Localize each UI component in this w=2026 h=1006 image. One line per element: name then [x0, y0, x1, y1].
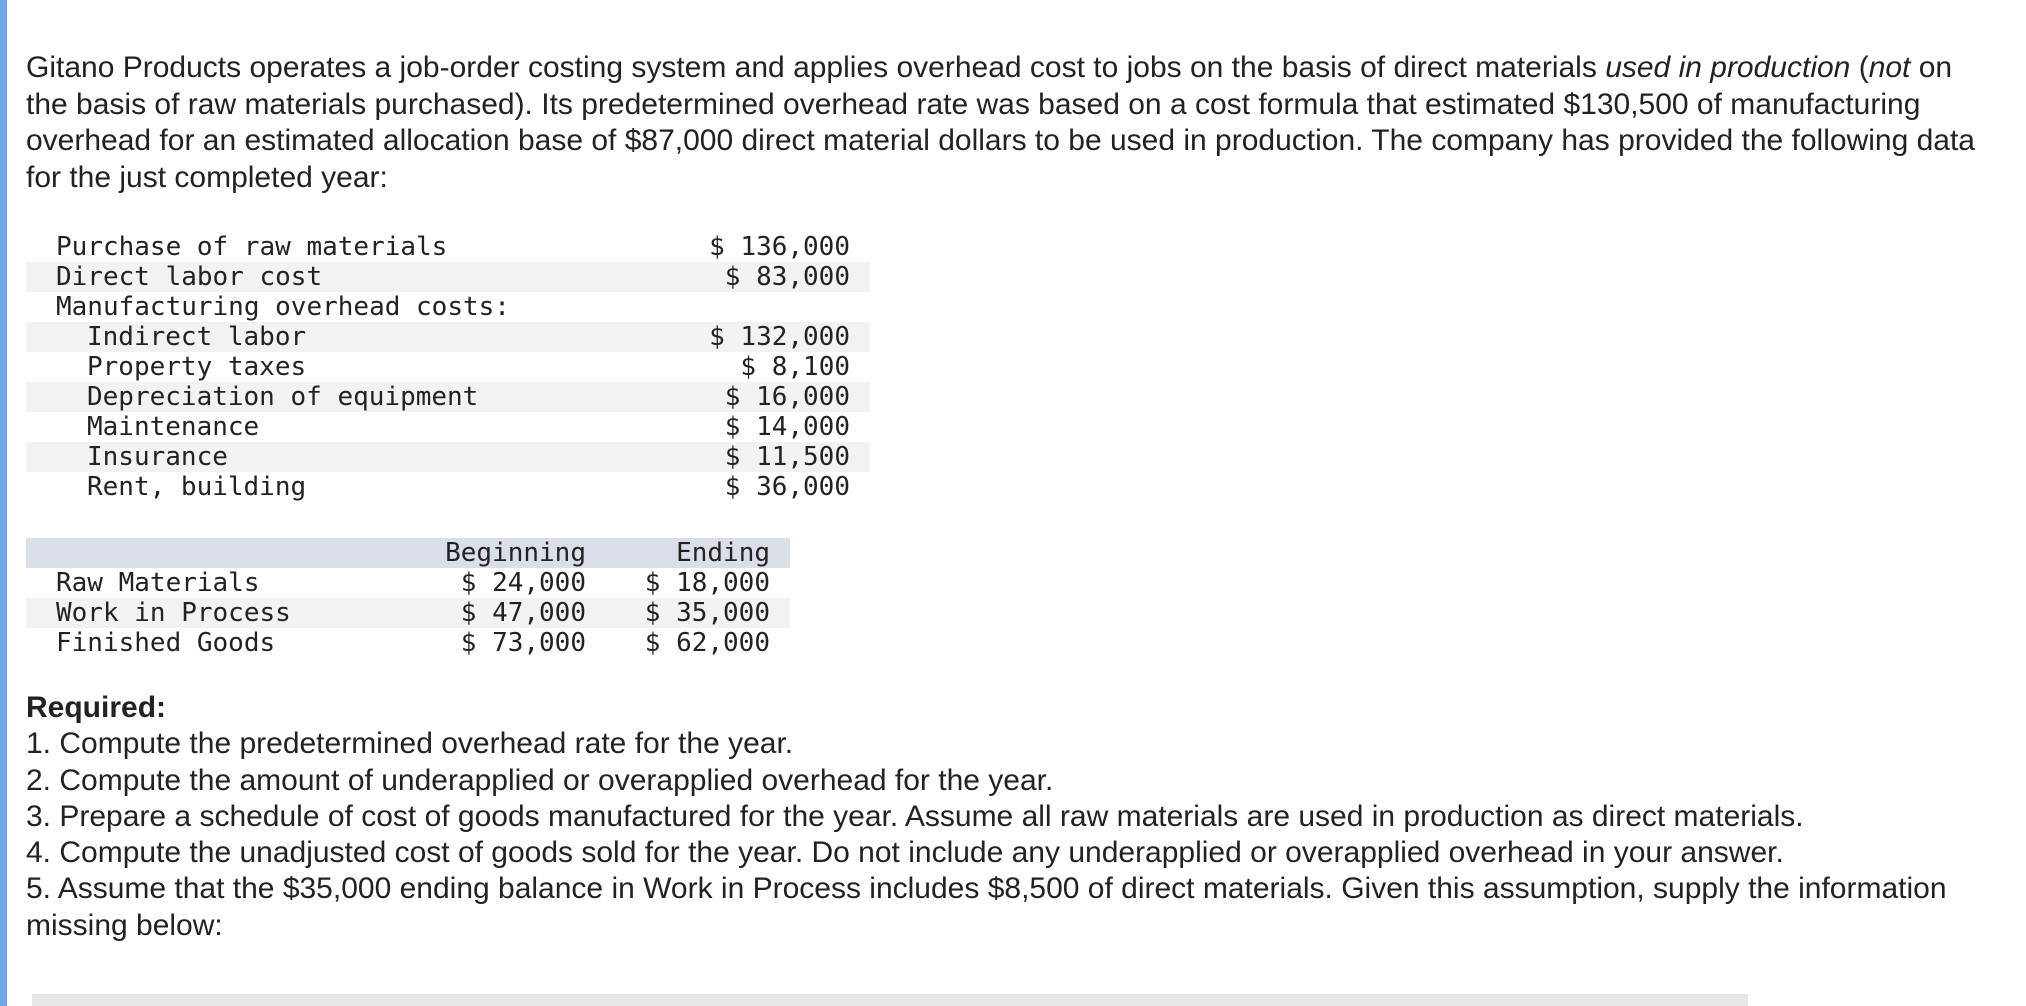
- table-row: [26, 352, 870, 382]
- row-label: Finished Goods: [56, 628, 276, 658]
- table-row: [26, 568, 790, 598]
- row-value: $ 36,000: [724, 472, 850, 502]
- beginning-value: $ 47,000: [426, 598, 606, 628]
- row-value: $ 136,000: [709, 232, 850, 262]
- required-section: [26, 690, 1986, 944]
- row-value: $ 11,500: [659, 442, 870, 472]
- beginning-value: $ 73,000: [460, 628, 586, 658]
- intro-text-1: Gitano Products operates a job-order costing system and applies overhead cost to jobs on the basis of direct materials: [26, 51, 1606, 84]
- required-item-3: 3. Prepare a schedule of cost of goods manufactured for the year. Assume all raw materials are used in production as direct materials.: [26, 799, 1804, 833]
- row-value: $ 132,000: [659, 322, 870, 352]
- row-label: Property taxes: [87, 352, 307, 382]
- beginning-value: $ 24,000: [460, 568, 586, 598]
- table-row: [26, 232, 870, 262]
- ending-value: $ 18,000: [644, 568, 770, 598]
- row-label: Work in Process: [26, 598, 426, 628]
- table-row: [26, 382, 870, 412]
- row-label: Raw Materials: [56, 568, 260, 598]
- row-label: Direct labor cost: [26, 262, 659, 292]
- row-label: Depreciation of equipment: [26, 382, 659, 412]
- intro-emphasis-used-in-production: used in production: [1605, 51, 1851, 84]
- table-row: [26, 628, 790, 658]
- required-item-4: 4. Compute the unadjusted cost of goods sold for the year. Do not include any underapplied or overapplied overhead in your answer.: [26, 836, 1784, 870]
- required-item-2: 2. Compute the amount of underapplied or overapplied overhead for the year.: [26, 763, 1054, 797]
- table-row: [26, 442, 870, 472]
- row-value: $ 14,000: [724, 412, 850, 442]
- intro-text-2: (: [1850, 51, 1869, 84]
- problem-content: [26, 50, 1986, 944]
- required-item-1: 1. Compute the predetermined overhead rate for the year.: [26, 727, 794, 761]
- table-header-row: [26, 538, 790, 568]
- table-row: [26, 322, 870, 352]
- row-value: $ 16,000: [659, 382, 870, 412]
- row-label: Indirect labor: [26, 322, 659, 352]
- row-label: Purchase of raw materials: [56, 232, 448, 262]
- ending-value: $ 62,000: [644, 628, 770, 658]
- intro-text-3: on the basis of raw materials purchased). Its predetermined overhead rate was based on a cost formula that estimated $130,500 of manufacturing overhead for an estimated allocation base of $87,000 direct material dollars to be used in production. The company has provided the following data for the just completed year:: [26, 51, 1975, 194]
- row-value: $ 83,000: [659, 262, 870, 292]
- left-accent-rule: [0, 0, 7, 1006]
- row-label: Maintenance: [87, 412, 260, 442]
- row-label: Manufacturing overhead costs:: [56, 292, 510, 322]
- ending-value: $ 35,000: [606, 598, 790, 628]
- row-label: Rent, building: [87, 472, 307, 502]
- intro-paragraph: [26, 50, 1986, 196]
- required-item-5: 5. Assume that the $35,000 ending balance in Work in Process includes $8,500 of direct materials. Given this assumption, supply the information missing below:: [26, 872, 1947, 942]
- header-blank: [26, 538, 426, 568]
- row-value: [659, 292, 870, 322]
- table-row: [26, 292, 870, 322]
- table-row: [26, 412, 870, 442]
- answer-area-top-edge: [32, 994, 1748, 1006]
- inventory-balances-table: [26, 538, 790, 658]
- intro-emphasis-not: not: [1868, 51, 1911, 84]
- row-value: $ 8,100: [740, 352, 850, 382]
- required-title: Required:: [26, 691, 167, 724]
- table-row: [26, 598, 790, 628]
- header-beginning: Beginning: [426, 538, 606, 568]
- table-row: [26, 472, 870, 502]
- cost-data-table: [26, 232, 870, 502]
- header-ending: Ending: [606, 538, 790, 568]
- row-label: Insurance: [26, 442, 659, 472]
- table-row: [26, 262, 870, 292]
